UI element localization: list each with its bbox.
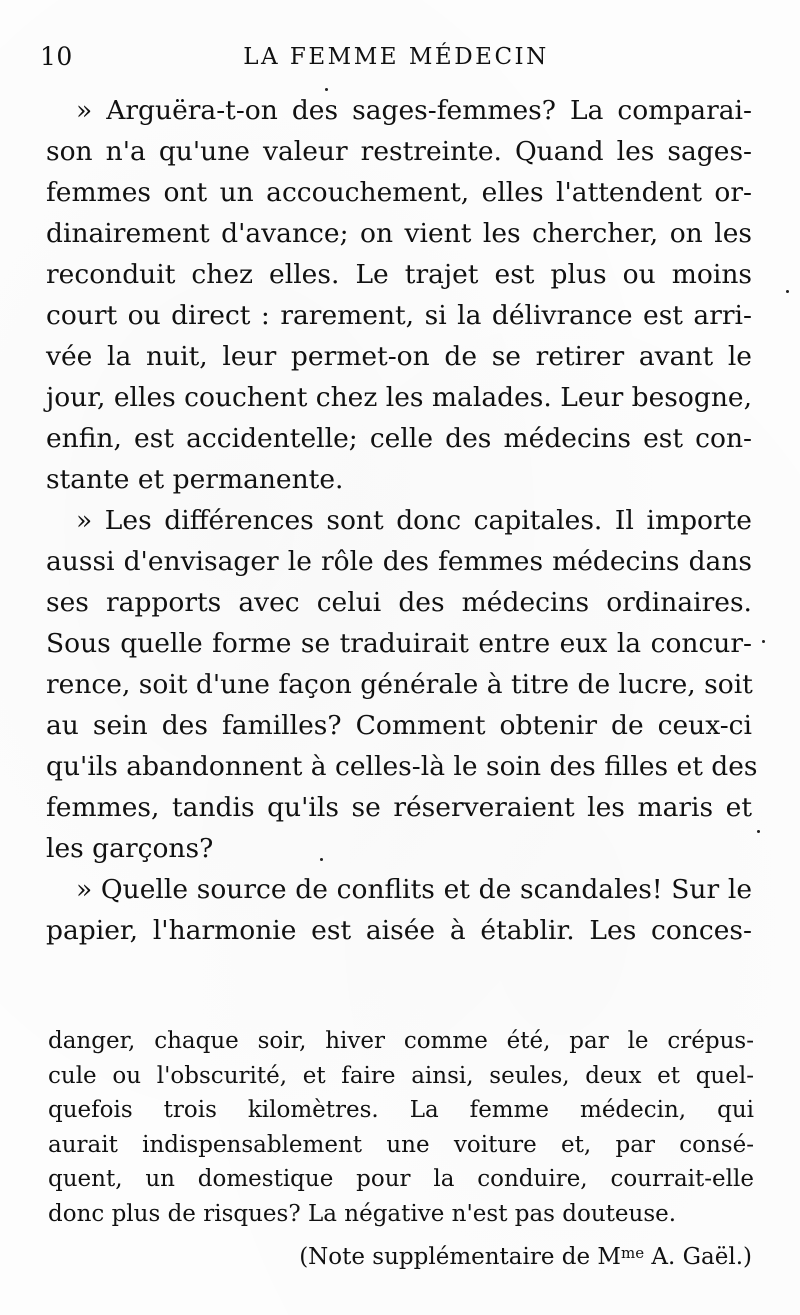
text-line: » Arguëra-t-on des sages-femmes? La comparai- (76, 95, 752, 126)
text-line: aussi d'envisager le rôle des femmes médecins dans (46, 546, 752, 577)
footnote (48, 1024, 754, 1231)
text-line: reconduit chez elles. Le trajet est plus ou moins (46, 259, 752, 290)
footnote-line: quefois trois kilomètres. La femme médecin, qui (48, 1097, 754, 1123)
text-line: au sein des familles? Comment obtenir de ceux-ci (46, 710, 752, 741)
signature-prefix: (Note supplémentaire de M (299, 1244, 621, 1270)
text-line: stante et permanente. (46, 464, 344, 495)
text-line: ses rapports avec celui des médecins ordinaires. (46, 587, 752, 618)
signature-suffix: A. Gaël.) (644, 1244, 752, 1270)
ink-speck (320, 858, 323, 861)
text-line: son n'a qu'une valeur restreinte. Quand les sages- (46, 136, 752, 167)
text-line: jour, elles couchent chez les malades. Leur besogne, (46, 382, 753, 413)
text-line: court ou direct : rarement, si la délivrance est arri- (46, 300, 752, 331)
text-line: femmes ont un accouchement, elles l'attendent or- (46, 177, 752, 208)
paragraph-1 (46, 90, 752, 500)
page-header (40, 42, 752, 78)
text-line: papier, l'harmonie est aisée à établir. Les conces- (46, 915, 752, 946)
text-line: les garçons? (46, 833, 214, 864)
paragraph-2 (46, 500, 758, 869)
ink-speck (786, 290, 789, 293)
paragraph-3 (46, 869, 752, 951)
ink-speck (757, 830, 760, 833)
footnote-line: cule ou l'obscurité, et faire ainsi, seules, deux et quel- (48, 1062, 754, 1089)
text-line: enfin, est accidentelle; celle des médecins est con- (46, 423, 752, 454)
footnote-line: donc plus de risques? La négative n'est pas douteuse. (48, 1200, 677, 1227)
text-line: Sous quelle forme se traduirait entre eux la concur- (46, 628, 752, 659)
signature-superscript: me (621, 1244, 645, 1262)
footnote-signature (299, 1236, 752, 1274)
text-line: » Les différences sont donc capitales. Il importe (76, 505, 752, 536)
ink-speck (762, 640, 765, 643)
text-line: qu'ils abandonnent à celles-là le soin des filles et des (46, 751, 758, 782)
footnote-line: aurait indispensablement une voiture et, par consé- (48, 1131, 754, 1158)
text-line: » Quelle source de conflits et de scandales! Sur le (76, 874, 752, 905)
running-title: LA FEMME MÉDECIN (243, 44, 549, 70)
page-number: 10 (40, 42, 73, 71)
ink-speck (325, 88, 328, 91)
main-text (46, 90, 758, 951)
text-line: vée la nuit, leur permet-on de se retirer avant le (46, 341, 752, 372)
text-line: dinairement d'avance; on vient les chercher, on les (46, 218, 752, 249)
footnote-line: quent, un domestique pour la conduire, courrait-elle (48, 1166, 754, 1192)
text-line: femmes, tandis qu'ils se réserveraient les maris et (46, 792, 752, 823)
footnote-line: danger, chaque soir, hiver comme été, par le crépus- (48, 1028, 754, 1054)
text-line: rence, soit d'une façon générale à titre de lucre, soit (46, 669, 753, 700)
